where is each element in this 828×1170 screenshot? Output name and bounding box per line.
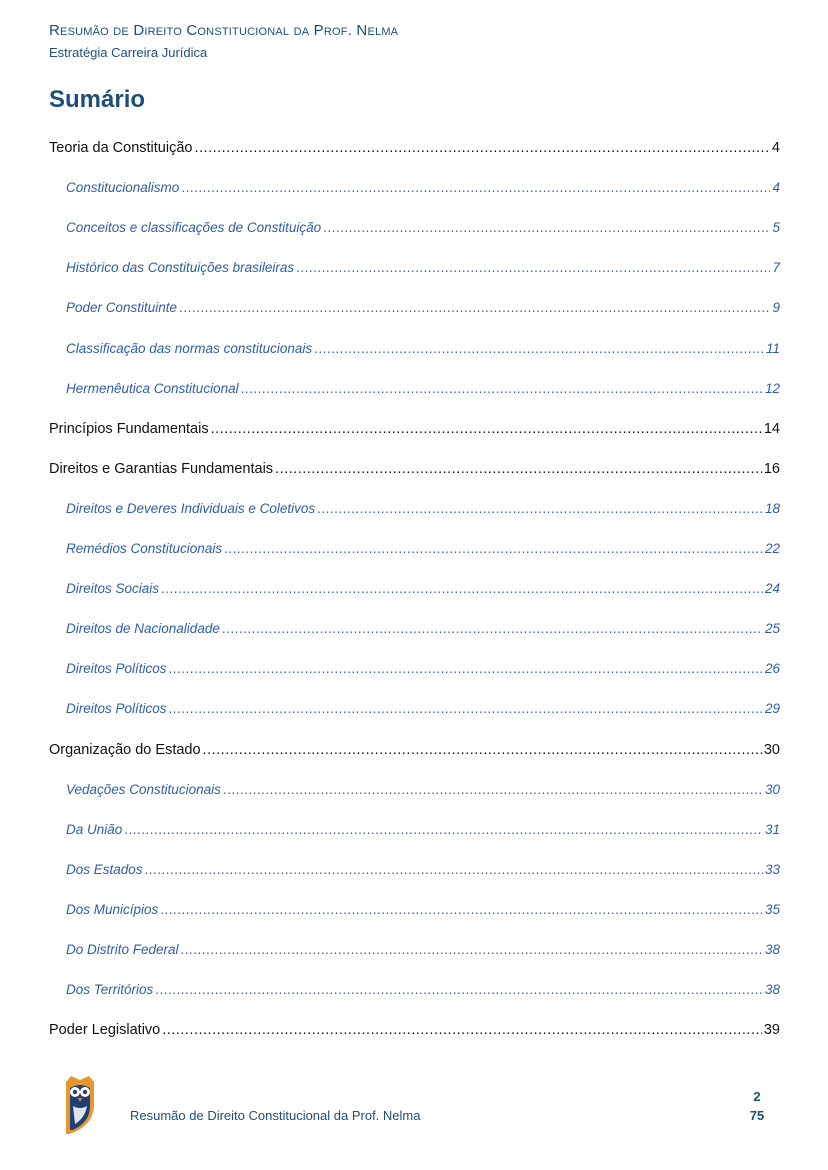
toc-entry[interactable] <box>66 501 780 523</box>
toc-entry-label: Princípios Fundamentais <box>49 421 209 437</box>
toc-entry[interactable] <box>66 701 780 723</box>
toc-entry[interactable] <box>49 1022 780 1044</box>
toc-entry-page: 29 <box>764 701 780 716</box>
toc-entry-page: 38 <box>764 982 780 997</box>
toc-entry-label: Vedações Constitucionais <box>66 782 221 797</box>
toc-entry-label: Dos Territórios <box>66 982 154 997</box>
toc-entry-label: Conceitos e classificações de Constituição <box>66 220 322 235</box>
toc-dot-leader <box>323 220 770 235</box>
toc-dot-leader <box>124 822 763 837</box>
toc-entry-label: Direitos Políticos <box>66 701 167 716</box>
toc-dot-leader <box>155 982 763 997</box>
toc-entry[interactable] <box>66 180 780 202</box>
toc-entry-page: 33 <box>764 862 780 877</box>
toc-entry-page: 31 <box>764 822 780 837</box>
toc-entry-label: Classificação das normas constitucionais <box>66 341 313 356</box>
toc-dot-leader <box>211 421 762 437</box>
page-title: Sumário <box>49 86 146 113</box>
toc-entry-label: Direitos Políticos <box>66 661 167 676</box>
toc-entry-label: Histórico das Constituições brasileiras <box>66 260 295 275</box>
toc-entry-label: Remédios Constitucionais <box>66 541 223 556</box>
toc-entry[interactable] <box>66 862 780 884</box>
toc-entry-page: 39 <box>763 1022 780 1038</box>
toc-entry[interactable] <box>66 982 780 1004</box>
toc-entry-label: Dos Municípios <box>66 902 159 917</box>
toc-dot-leader <box>194 140 769 156</box>
toc-entry-page: 22 <box>764 541 780 556</box>
toc-entry-page: 35 <box>764 902 780 917</box>
toc-dot-leader <box>296 260 770 275</box>
toc-dot-leader <box>275 461 762 477</box>
toc-dot-leader <box>162 1022 762 1038</box>
toc-entry-page: 30 <box>764 782 780 797</box>
toc-entry-page: 16 <box>763 461 780 477</box>
toc-entry[interactable] <box>49 742 780 764</box>
toc-entry[interactable] <box>66 902 780 924</box>
toc-entry-label: Teoria da Constituição <box>49 140 193 156</box>
header-title: Resumão de Direito Constitucional da Prof. Nelma <box>49 22 399 39</box>
toc-dot-leader <box>224 541 763 556</box>
toc-dot-leader <box>314 341 764 356</box>
toc-entry-page: 26 <box>764 661 780 676</box>
toc-entry-page: 4 <box>771 140 780 156</box>
toc-entry-page: 11 <box>765 341 780 356</box>
toc-dot-leader <box>161 581 763 596</box>
toc-entry-page: 4 <box>772 180 780 195</box>
toc-entry-label: Da União <box>66 822 123 837</box>
toc-entry-label: Direitos e Deveres Individuais e Coletivos <box>66 501 316 516</box>
page-current: 2 <box>753 1089 761 1104</box>
toc-entry-page: 18 <box>764 501 780 516</box>
toc-entry-page: 5 <box>772 220 780 235</box>
toc-dot-leader <box>179 300 770 315</box>
toc-entry-label: Direitos de Nacionalidade <box>66 621 220 636</box>
toc-dot-leader <box>169 661 763 676</box>
owl-logo-icon <box>63 1074 97 1136</box>
toc-entry[interactable] <box>66 621 780 643</box>
toc-dot-leader <box>160 902 763 917</box>
toc-entry-page: 7 <box>772 260 780 275</box>
toc-dot-leader <box>145 862 763 877</box>
toc-dot-leader <box>181 942 763 957</box>
toc-entry[interactable] <box>49 461 780 483</box>
toc-entry-label: Constitucionalismo <box>66 180 180 195</box>
toc-entry-page: 14 <box>763 421 780 437</box>
toc-dot-leader <box>169 701 763 716</box>
page-total: 75 <box>749 1108 765 1123</box>
toc-entry[interactable] <box>49 421 780 443</box>
toc-entry-label: Direitos Sociais <box>66 581 160 596</box>
toc-entry-label: Direitos e Garantias Fundamentais <box>49 461 274 477</box>
toc-entry-page: 30 <box>763 742 780 758</box>
toc-dot-leader <box>317 501 763 516</box>
toc-entry[interactable] <box>66 300 780 322</box>
toc-entry[interactable] <box>49 140 780 162</box>
toc-entry-label: Poder Constituinte <box>66 300 178 315</box>
toc-dot-leader <box>222 621 763 636</box>
toc-entry-page: 9 <box>772 300 780 315</box>
toc-dot-leader <box>223 782 763 797</box>
toc-entry-label: Do Distrito Federal <box>66 942 179 957</box>
header-subtitle: Estratégia Carreira Jurídica <box>49 45 208 60</box>
footer-text: Resumão de Direito Constitucional da Prof. Nelma <box>130 1108 421 1123</box>
toc-entry-page: 24 <box>764 581 780 596</box>
toc-dot-leader <box>181 180 770 195</box>
toc-entry[interactable] <box>66 822 780 844</box>
toc-entry-page: 12 <box>764 381 780 396</box>
toc-entry[interactable] <box>66 541 780 563</box>
page-number <box>744 1087 770 1125</box>
toc-entry-label: Poder Legislativo <box>49 1022 161 1038</box>
toc-entry[interactable] <box>66 661 780 683</box>
toc-entry[interactable] <box>66 581 780 603</box>
toc-entry-label: Organização do Estado <box>49 742 201 758</box>
toc-entry-label: Dos Estados <box>66 862 143 877</box>
toc-entry-label: Hermenêutica Constitucional <box>66 381 239 396</box>
toc-dot-leader <box>241 381 763 396</box>
toc-entry-page: 38 <box>764 942 780 957</box>
toc-entry[interactable] <box>66 381 780 403</box>
toc-entry[interactable] <box>66 782 780 804</box>
toc-dot-leader <box>203 742 762 758</box>
toc-entry[interactable] <box>66 220 780 242</box>
toc-entry[interactable] <box>66 260 780 282</box>
toc-entry[interactable] <box>66 341 780 363</box>
toc-entry[interactable] <box>66 942 780 964</box>
toc-entry-page: 25 <box>764 621 780 636</box>
